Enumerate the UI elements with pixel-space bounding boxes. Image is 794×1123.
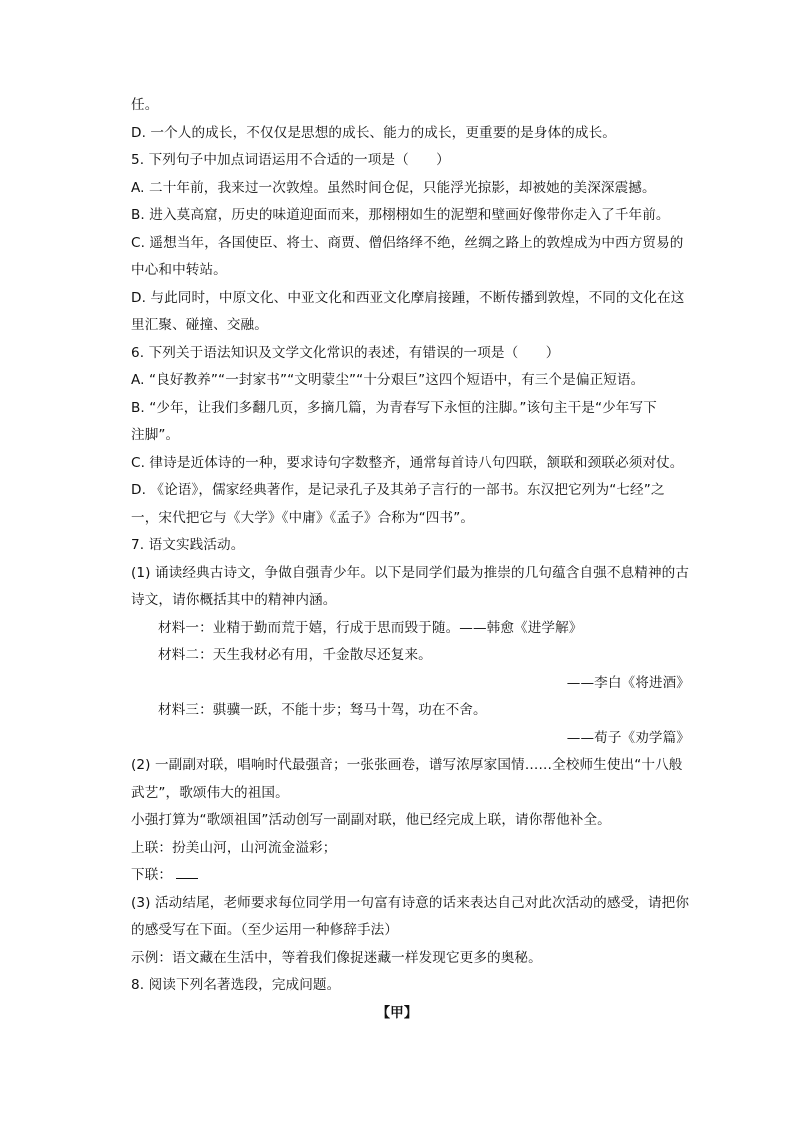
q7-part2: (2) 一副副对联，唱响时代最强音；一张张画卷，谱写浓厚家国情……全校师生使出“十八般 [131, 757, 683, 773]
section-heading-jia: 【甲】 [376, 1005, 418, 1021]
material-1: 材料一：业精于勤而荒于嬉，行成于思而毁于随。——韩愈《进学解》 [158, 620, 583, 636]
q6-option-b: B. “少年，让我们多翻几页，多摘几篇，为青春写下永恒的注脚。”该句主干是“少年写下 [131, 400, 657, 416]
question-8-stem: 8. 阅读下列名著选段，完成问题。 [131, 977, 341, 993]
q5-option-a: A. 二十年前，我来过一次敦煌。虽然时间仓促，只能浮光掠影，却被她的美深深震撼。 [131, 180, 656, 196]
couplet-upper: 上联：扮美山河，山河流金溢彩； [131, 840, 337, 856]
q6-option-a: A. “良好教养”“一封家书”“文明蒙尘”“十分艰巨”这四个短语中，有三个是偏正短语。 [131, 372, 645, 388]
answer-blank[interactable] [176, 866, 198, 879]
q6-option-b-cont: 注脚”。 [131, 427, 180, 443]
material-2: 材料二：天生我材必有用，千金散尽还复来。 [158, 647, 432, 663]
q7-part3: (3) 活动结尾，老师要求每位同学用一句富有诗意的话来表达自己对此次活动的感受，请把你 [131, 895, 690, 911]
q5-option-d: D. 与此同时，中原文化、中亚文化和西亚文化摩肩接踵，不断传播到敦煌，不同的文化在这 [131, 290, 685, 306]
material-3: 材料三：骐骥一跃，不能十步；驽马十驾，功在不舍。 [158, 702, 487, 718]
q7-part3-cont: 的感受写在下面。（至少运用一种修辞手法） [131, 922, 399, 938]
q4-option-d: D. 一个人的成长，不仅仅是思想的成长、能力的成长，更重要的是身体的成长。 [131, 125, 616, 141]
q7-part2-cont: 武艺”，歌颂伟大的祖国。 [131, 785, 289, 801]
q5-option-c: C. 遥想当年，各国使臣、将士、商贾、僧侣络绎不绝，丝绸之路上的敦煌成为中西方贸易的 [131, 235, 684, 251]
q7-part2-task: 小强打算为“歌颂祖国”活动创写一副副对联，他已经完成上联，请你帮他补全。 [131, 812, 611, 828]
material-2-source: ——李白《将进酒》 [566, 675, 690, 691]
question-6-stem: 6. 下列关于语法知识及文学文化常识的表述，有错误的一项是（ ） [131, 345, 560, 361]
q7-part1-cont: 诗文，请你概括其中的精神内涵。 [131, 592, 337, 608]
q6-option-d: D. 《论语》，儒家经典著作，是记录孔子及其弟子言行的一部书。东汉把它列为“七经”之 [131, 482, 665, 498]
q5-option-c-cont: 中心和中转站。 [131, 262, 227, 278]
line-continuation: 任。 [131, 97, 159, 113]
q6-option-c: C. 律诗是近体诗的一种，要求诗句字数整齐，通常每首诗八句四联，颔联和颈联必须对仗。 [131, 455, 684, 471]
question-7-stem: 7. 语文实践活动。 [131, 537, 245, 553]
couplet-lower-row [131, 866, 198, 884]
material-3-source: ——荀子《劝学篇》 [566, 730, 690, 746]
couplet-lower-label: 下联： [131, 867, 173, 883]
q7-part3-example: 示例：语文藏在生活中，等着我们像捉迷藏一样发现它更多的奥秘。 [131, 950, 542, 966]
q6-option-d-cont: 一，宋代把它与《大学》《中庸》《孟子》合称为“四书”。 [131, 510, 475, 526]
q5-option-d-cont: 里汇聚、碰撞、交融。 [131, 317, 268, 333]
q5-option-b: B. 进入莫高窟，历史的味道迎面而来，那栩栩如生的泥塑和壁画好像带你走入了千年前。 [131, 207, 670, 223]
q7-part1: (1) 诵读经典古诗文，争做自强青少年。以下是同学们最为推崇的几句蕴含自强不息精神的古 [131, 565, 690, 581]
question-5-stem: 5. 下列句子中加点词语运用不合适的一项是（ ） [131, 152, 450, 168]
